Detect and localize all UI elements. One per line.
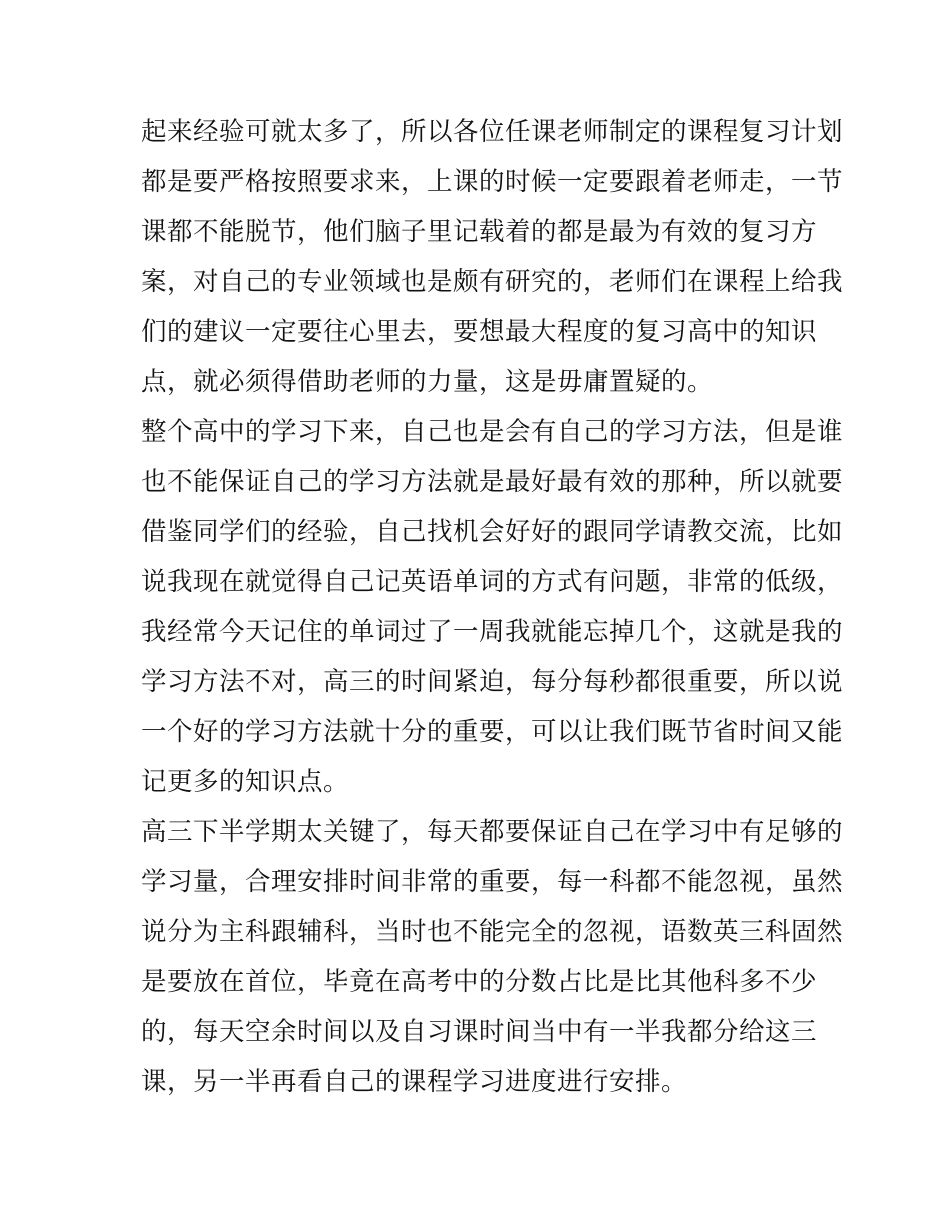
text-line: 课都不能脱节，他们脑子里记载着的都是最为有效的复习方: [141, 217, 818, 247]
text-line: 我经常今天记住的单词过了一周我就能忘掉几个，这就是我的: [141, 617, 844, 647]
text-line: 说分为主科跟辅科，当时也不能完全的忽视，语数英三科固然: [141, 917, 844, 947]
text-line: 也不能保证自己的学习方法就是最好最有效的那种，所以就要: [141, 467, 844, 497]
text-line: 都是要严格按照要求来，上课的时候一定要跟着老师走，一节: [141, 167, 844, 197]
text-line: 整个高中的学习下来，自己也是会有自己的学习方法，但是谁: [141, 417, 844, 447]
text-line: 一个好的学习方法就十分的重要，可以让我们既节省时间又能: [141, 717, 844, 747]
text-line: 高三下半学期太关键了，每天都要保证自己在学习中有足够的: [141, 817, 844, 847]
text-line: 借鉴同学们的经验，自己找机会好好的跟同学请教交流，比如: [141, 517, 844, 547]
text-line: 课，另一半再看自己的课程学习进度进行安排。: [141, 1067, 688, 1097]
text-line: 说我现在就觉得自己记英语单词的方式有问题，非常的低级，: [141, 567, 844, 597]
text-line: 是要放在首位，毕竟在高考中的分数占比是比其他科多不少: [141, 967, 818, 997]
text-line: 点，就必须得借助老师的力量，这是毋庸置疑的。: [141, 367, 714, 397]
text-line: 学习方法不对，高三的时间紧迫，每分每秒都很重要，所以说: [141, 667, 844, 697]
text-line: 们的建议一定要往心里去，要想最大程度的复习高中的知识: [141, 317, 818, 347]
text-line: 学习量，合理安排时间非常的重要，每一科都不能忽视，虽然: [141, 867, 844, 897]
text-line: 起来经验可就太多了，所以各位任课老师制定的课程复习计划: [141, 117, 844, 147]
text-line: 的，每天空余时间以及自习课时间当中有一半我都分给这三: [141, 1017, 818, 1047]
text-line: 案，对自己的专业领域也是颇有研究的，老师们在课程上给我: [141, 267, 844, 297]
text-line: 记更多的知识点。: [141, 767, 350, 797]
document-body: [141, 107, 844, 1107]
